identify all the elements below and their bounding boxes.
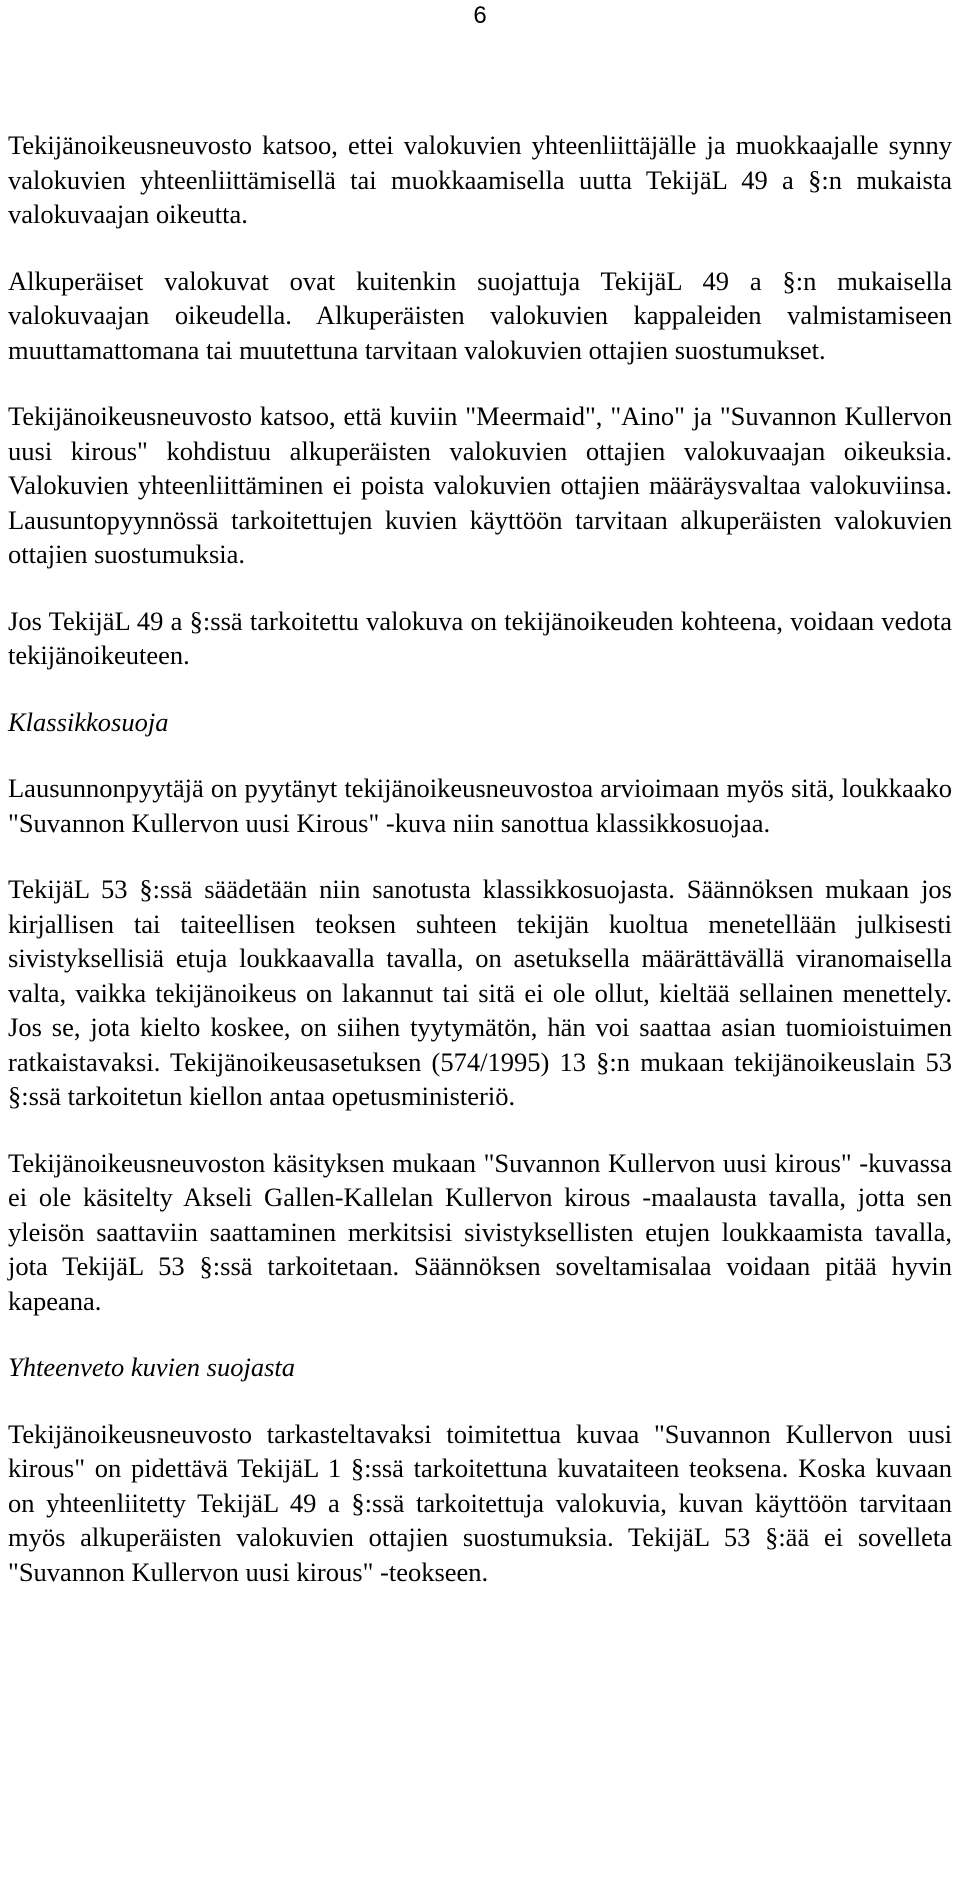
page-number: 6 [473,2,487,29]
document-body [8,128,952,1621]
section-heading: Klassikkosuoja [8,706,169,737]
section-heading: Yhteenveto kuvien suojasta [8,1352,296,1382]
paragraph: Tekijänoikeusneuvosto katsoo, että kuviin "Meermaid", "Aino" ja "Suvannon Kullervon uusi kirous" kohdistuu alkuperäisten valokuvien ottajien valokuvaajan oikeuksia. Valokuvien yhteenliittäminen ei poista valokuvien ottajien määräysvaltaa valokuviinsa. Lausuntopyynnössä tarkoitettujen kuvien käyttöön tarvitaan alkuperäisten valokuvien ottajien suostumuksia. [8,401,952,569]
paragraph: Tekijänoikeusneuvoston käsityksen mukaan "Suvannon Kullervon uusi kirous" -kuvassa ei ole käsitelty Akseli Gallen-Kallelan Kullervon kirous -maalausta tavalla, jotta sen yleisön saattaviin saattaminen merkitsisi sivistyksellisten etujen loukkaamista tavalla, jota TekijäL 53 §:ssä tarkoitetaan. Säännöksen soveltamisalaa voidaan pitää hyvin kapeana. [8,1147,952,1316]
paragraph: Alkuperäiset valokuvat ovat kuitenkin suojattuja TekijäL 49 a §:n mukaisella valokuvaajan oikeudella. Alkuperäisten valokuvien kappaleiden valmistamiseen muuttamattomana tai muutettuna tarvitaan valokuvien ottajien suostumukset. [8,265,952,365]
paragraph: Lausunnonpyytäjä on pyytänyt tekijänoikeusneuvostoa arvioimaan myös sitä, loukkaako "Suvannon Kullervon uusi Kirous" -kuva niin sanottua klassikkosuojaa. [8,773,952,838]
paragraph: TekijäL 53 §:ssä säädetään niin sanotusta klassikkosuojasta. Säännöksen mukaan jos kirjallisen tai taiteellisen teoksen suhteen tekijän kuoltua menetellään julkisesti sivistyksellisiä etuja loukkaavalla tavalla, on asetuksella määrättävällä viranomaisella valta, vaikka tekijänoikeus on lakannut tai sitä ei ole ollut, kieltää sellainen menettely. Jos se, jota kielto koskee, on siihen tyytymätön, hän voi saattaa asian tuomioistuimen ratkaistavaksi. Tekijänoikeusasetuksen (574/1995) 13 §:n mukaan tekijänoikeuslain 53 §:ssä tarkoitetun kiellon antaa opetusministeriö. [8,874,952,1111]
paragraph: Jos TekijäL 49 a §:ssä tarkoitettu valokuva on tekijänoikeuden kohteena, voidaan vedota tekijänoikeuteen. [8,605,952,670]
paragraph: Tekijänoikeusneuvosto katsoo, ettei valokuvien yhteenliittäjälle ja muokkaajalle synny valokuvien yhteenliittämisellä tai muokkaamisella uutta TekijäL 49 a §:n mukaista valokuvaajan oikeutta. [8,130,952,229]
paragraph: Tekijänoikeusneuvosto tarkasteltavaksi toimitettua kuvaa "Suvannon Kullervon uusi kirous" on pidettävä TekijäL 1 §:ssä tarkoitettuna kuvataiteen teoksena. Koska kuvaan on yhteenliitetty TekijäL 49 a §:ssä tarkoitettuja valokuvia, kuvan käyttöön tarvitaan myös alkuperäisten valokuvien ottajien suostumuksia. TekijäL 53 §:ää ei sovelleta "Suvannon Kullervon uusi kirous" -teokseen. [8,1418,952,1587]
